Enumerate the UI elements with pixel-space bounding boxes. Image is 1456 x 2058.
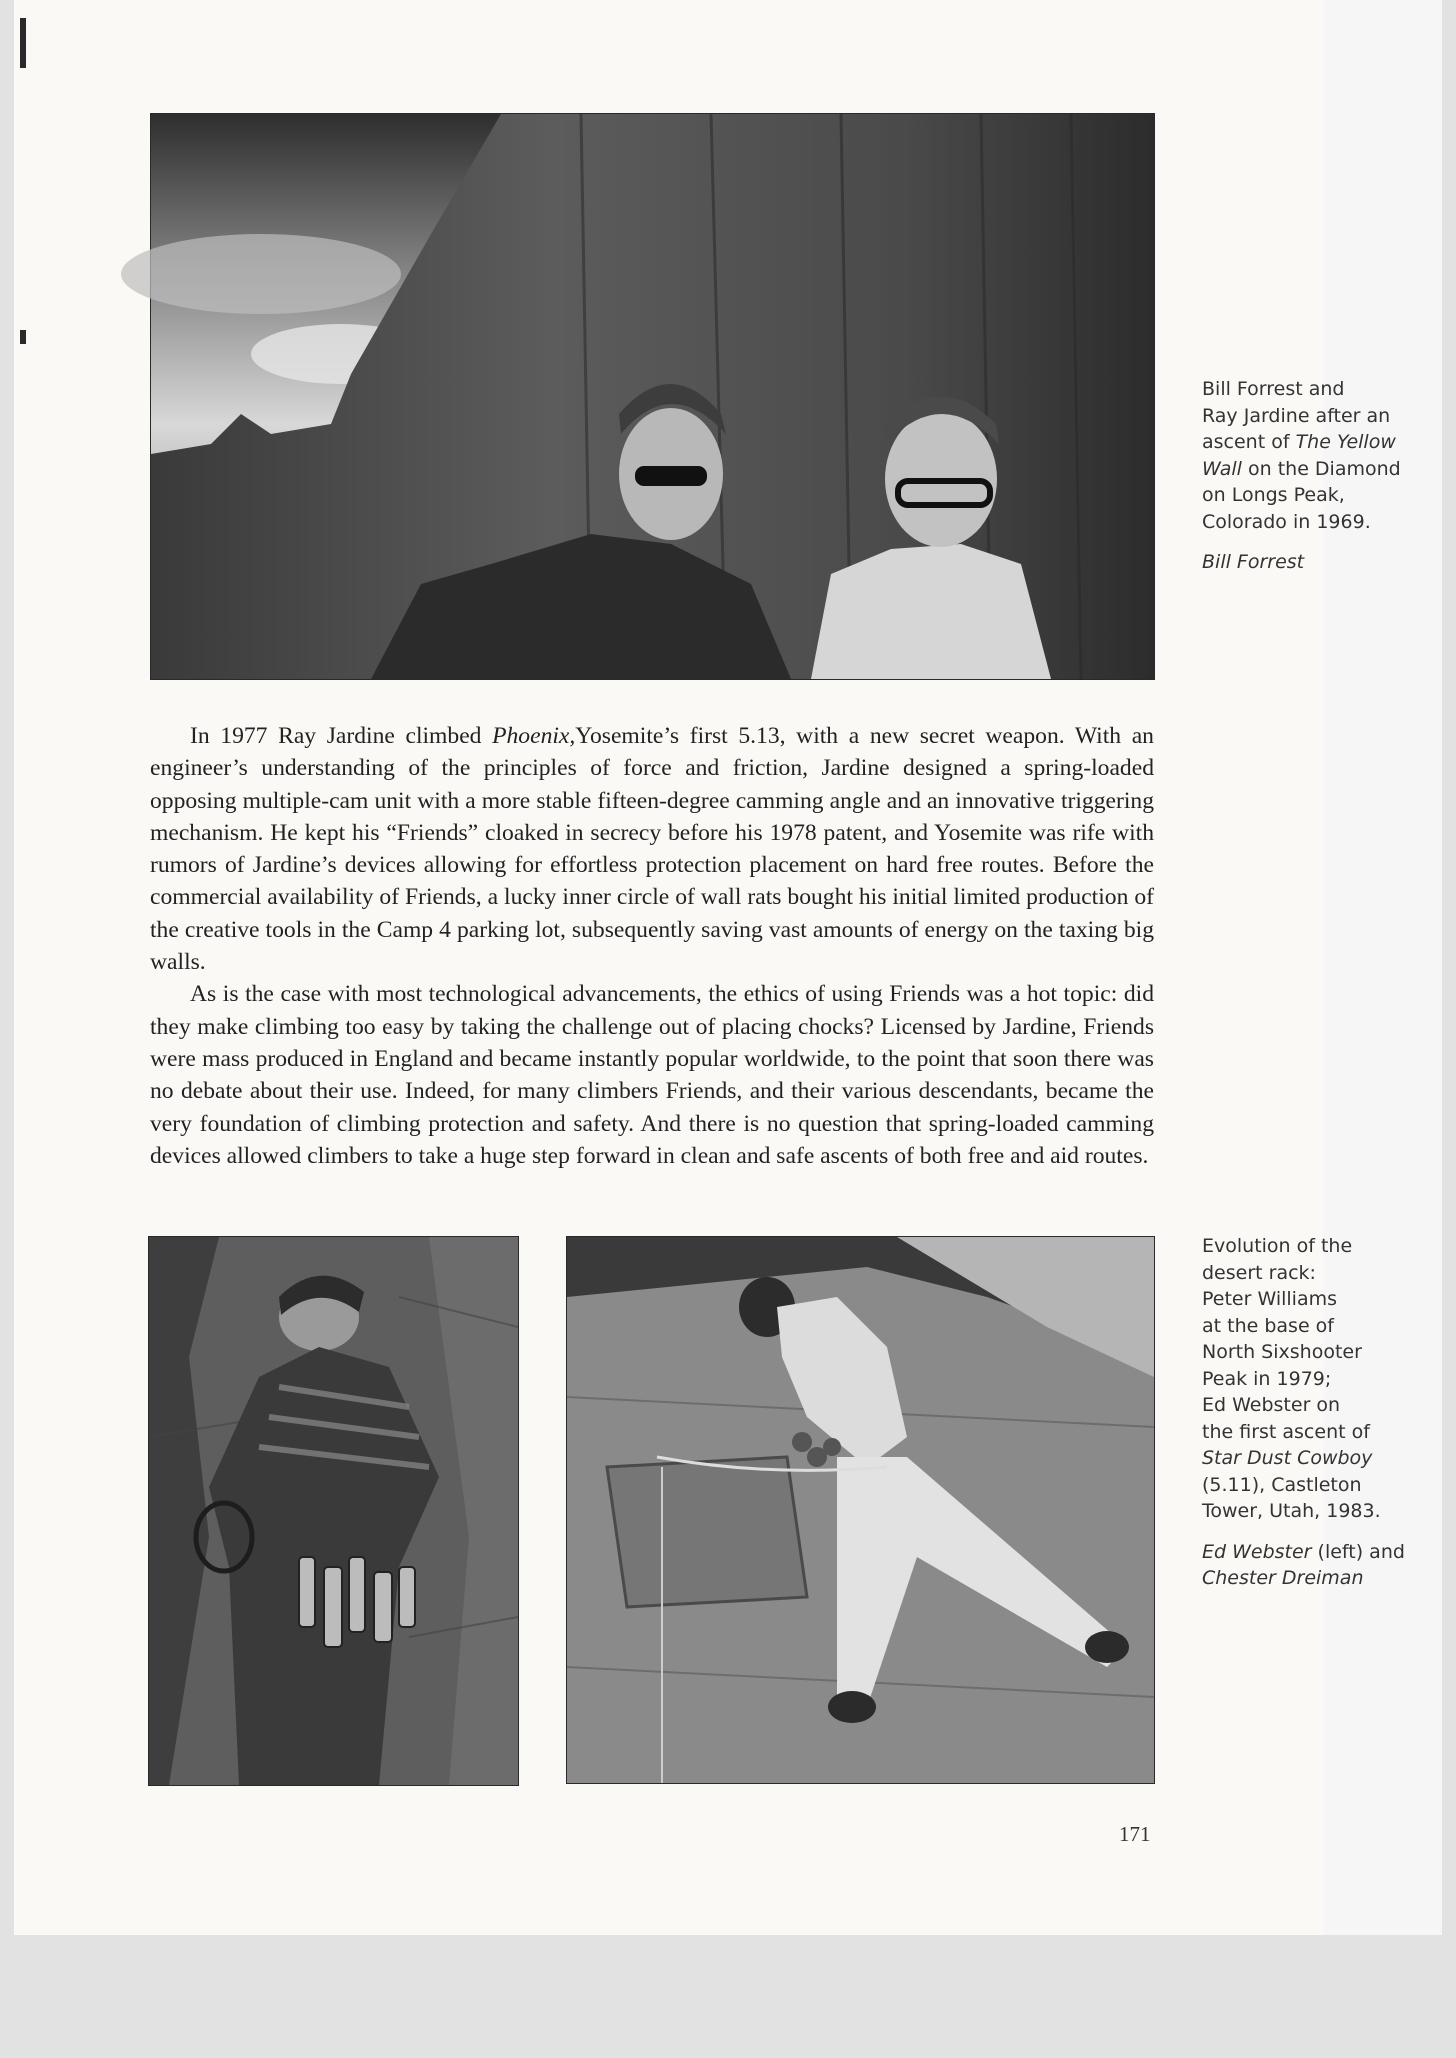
binding-mark xyxy=(20,18,26,68)
caption-route-name: Star Dust Cowboy xyxy=(1202,1447,1373,1469)
paragraph-text: Yosemite’s first 5.13, with a new secret weapon. With an engineer’s understanding of the principles of force and friction, Jardine designed a spring-loaded opposing multiple-cam unit with a more stable fifteen-degree camming angle and an innovative triggering mechanism. He kept his “Friends” cloaked in secrecy before his 1978 patent, and Yosemite was rife with rumors of Jardine’s devices allowing for effortless protection placement on hard free routes. Before the commercial availability of Friends, a lucky inner circle of wall rats bought his initial limited production of the creative tools in the Camp 4 parking lot, subsequently saving vast amounts of energy on the taxing big walls. xyxy=(150,723,1154,976)
photo-caption-top xyxy=(1202,376,1432,590)
photo-credit-note: (left) and xyxy=(1311,1540,1405,1563)
caption-line: Peak in 1979; xyxy=(1202,1367,1332,1390)
caption-line: Bill Forrest and xyxy=(1202,378,1345,400)
book-page xyxy=(14,0,1405,1935)
caption-line: North Sixshooter xyxy=(1202,1341,1362,1363)
route-name-phoenix: Phoenix, xyxy=(492,723,576,749)
caption-line: at the base of xyxy=(1202,1314,1334,1337)
caption-line: Tower, Utah, 1983. xyxy=(1202,1500,1381,1522)
caption-route-name: The Yellow xyxy=(1295,431,1396,453)
photo-climbers-on-diamond xyxy=(150,113,1155,680)
body-text xyxy=(150,720,1154,1172)
photo-credit: Chester Dreiman xyxy=(1202,1567,1364,1589)
caption-line: ascent of xyxy=(1202,431,1296,453)
caption-line: Colorado in 1969. xyxy=(1202,510,1371,533)
photo-credit: Bill Forrest xyxy=(1202,551,1305,573)
caption-line: Ed Webster on xyxy=(1202,1394,1341,1416)
photo-climber-on-slab xyxy=(566,1236,1155,1784)
paragraph: As is the case with most technological advancements, the ethics of using Friends was a hot topic: did they make climbing too easy by taking the challenge out of placing chocks? Licensed by Jardine, Friends were mass produced in England and became instantly popular worldwide, to the point that soon there was no debate about their use. Indeed, for many climbers Friends, and their various descendants, became the very foundation of climbing protection and safety. And there is no question that spring-loaded camming devices allowed climbers to take a huge step forward in clean and safe ascents of both free and aid routes. xyxy=(150,981,1154,1169)
photo-credit: Ed Webster xyxy=(1202,1540,1312,1563)
binding-mark xyxy=(20,330,26,344)
page-number: 171 xyxy=(1119,1822,1151,1846)
photo-climber-with-rack xyxy=(148,1236,519,1786)
caption-line: desert rack: xyxy=(1202,1261,1316,1284)
caption-line: on Longs Peak, xyxy=(1202,484,1345,506)
caption-line: Ray Jardine after an xyxy=(1202,404,1391,427)
paragraph-text: In 1977 Ray Jardine climbed xyxy=(190,723,493,749)
caption-line: the first ascent of xyxy=(1202,1420,1370,1443)
caption-line: Peter Williams xyxy=(1202,1288,1337,1310)
caption-line: on the Diamond xyxy=(1241,457,1401,480)
paragraph xyxy=(150,720,1154,978)
caption-route-name: Wall xyxy=(1202,457,1242,480)
photo-caption-bottom xyxy=(1202,1233,1432,1606)
page-edge-shadow xyxy=(1310,0,1442,1935)
caption-line: Evolution of the xyxy=(1202,1235,1353,1257)
caption-line: (5.11), Castleton xyxy=(1202,1473,1362,1496)
